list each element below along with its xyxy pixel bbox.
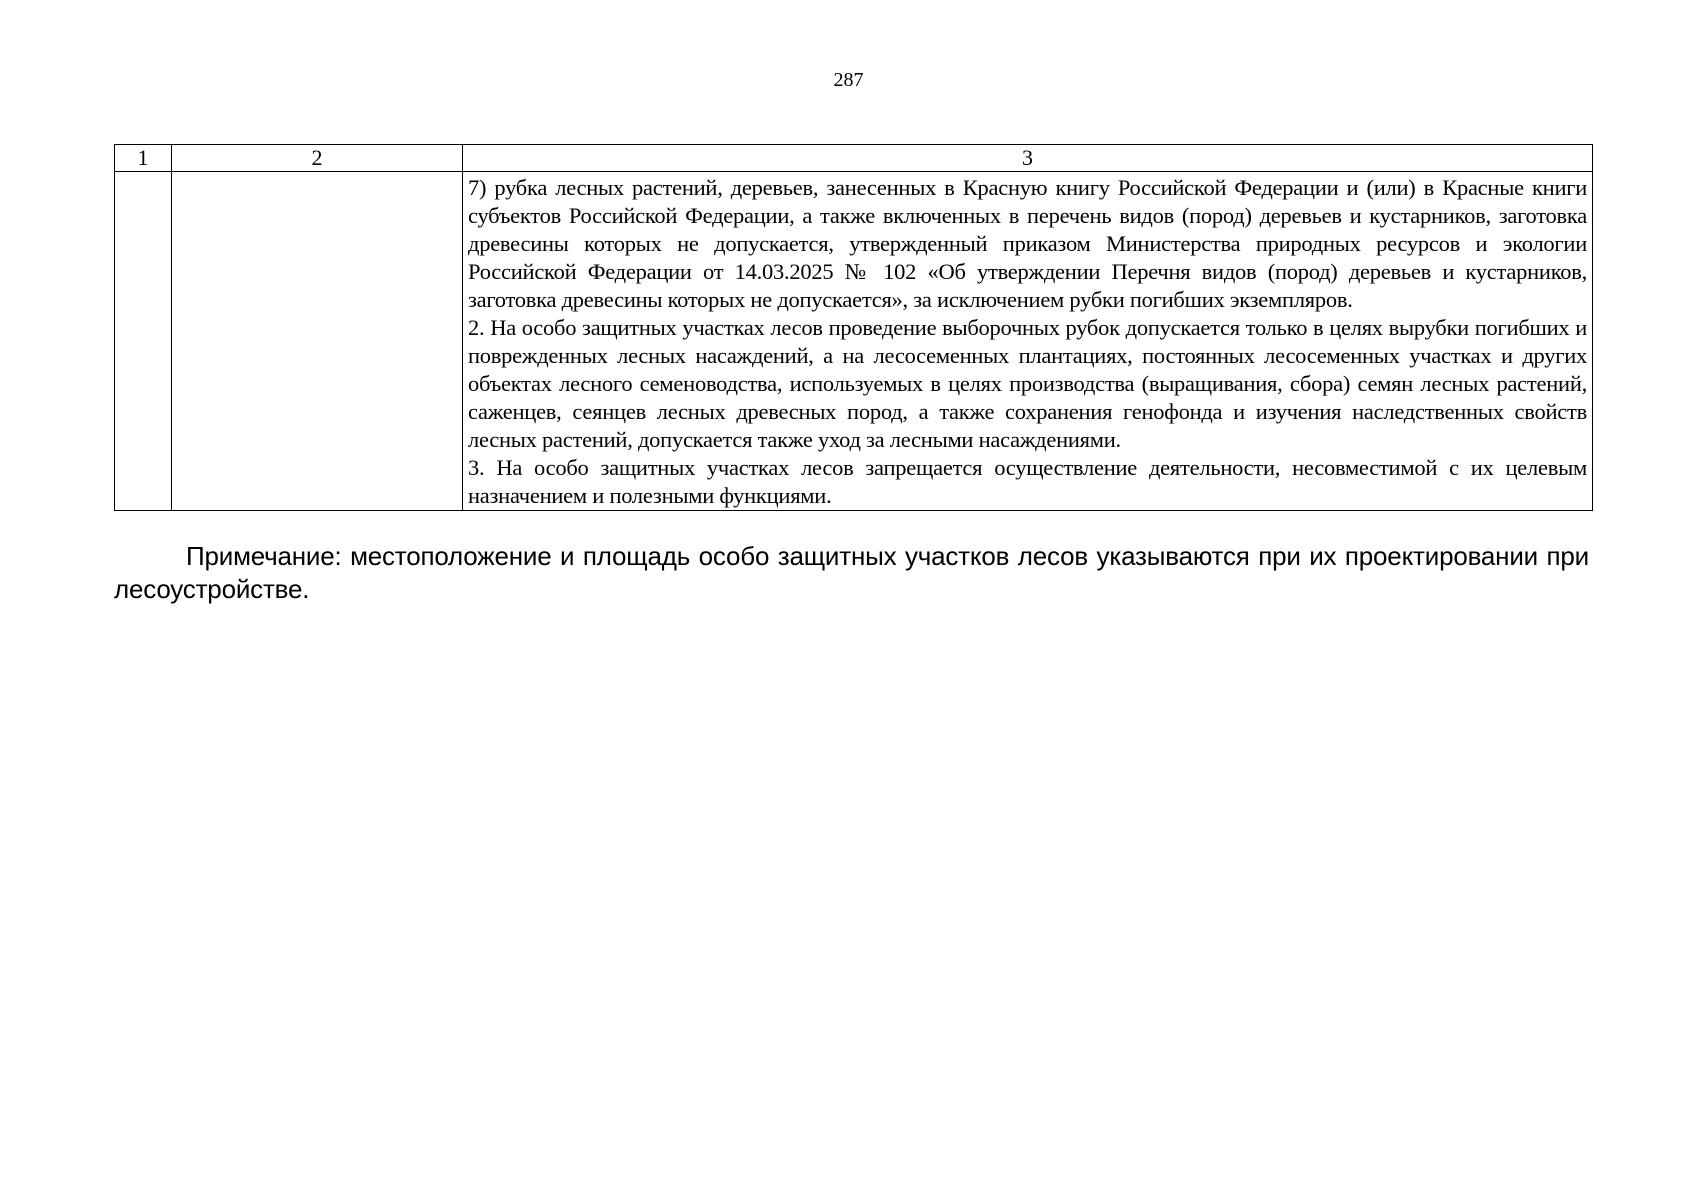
page-number: 287 (833, 69, 864, 91)
table-cell-col-2 (172, 172, 463, 511)
table-cell-col-1 (115, 172, 172, 511)
table-row (115, 172, 1593, 511)
table-header-col-1: 1 (115, 145, 172, 172)
paragraph-point-2: 2. На особо защитных участках лесов проведение выборочных рубок допускается только в целях вырубки погибших и поврежденных лесных насаждений, а на лесосеменных плантациях, постоянных лесосеменных участках и других объектах лесного семеноводства, используемых в целях производства (выращивания, сбора) семян лесных растений, саженцев, сеянцев лесных древесных пород, а также сохранения генофонда и изучения наследственных свойств лесных растений, допускается также уход за лесными насаждениями. (468, 315, 1587, 452)
table-header-col-2: 2 (172, 145, 463, 172)
table-cell-col-3 (463, 172, 1593, 511)
paragraph-point-3: 3. На особо защитных участках лесов запрещается осуществление деятельности, несовместимой с их целевым назначением и полезными функциями. (468, 455, 1587, 508)
table-header-col-3: 3 (463, 145, 1593, 172)
paragraph-item-7: 7) рубка лесных растений, деревьев, занесенных в Красную книгу Российской Федерации и (или) в Красные книги субъектов Российской Федерации, а также включенных в перечень видов (пород) деревьев и кустарников, заготовка древесины которых не допускается, утвержденный приказом Министерства природных ресурсов и экологии Российской Федерации от 14.03.2025 № 102 «Об утверждении Перечня видов (пород) деревьев и кустарников, заготовка древесины которых не допускается», за исключением рубки погибших экземпляров. (468, 175, 1587, 312)
note-paragraph: Примечание: местоположение и площадь особо защитных участков лесов указываются при их проектировании при лесоустройстве. (114, 541, 1589, 604)
table-header-row (115, 145, 1593, 172)
document-table (114, 144, 1593, 511)
